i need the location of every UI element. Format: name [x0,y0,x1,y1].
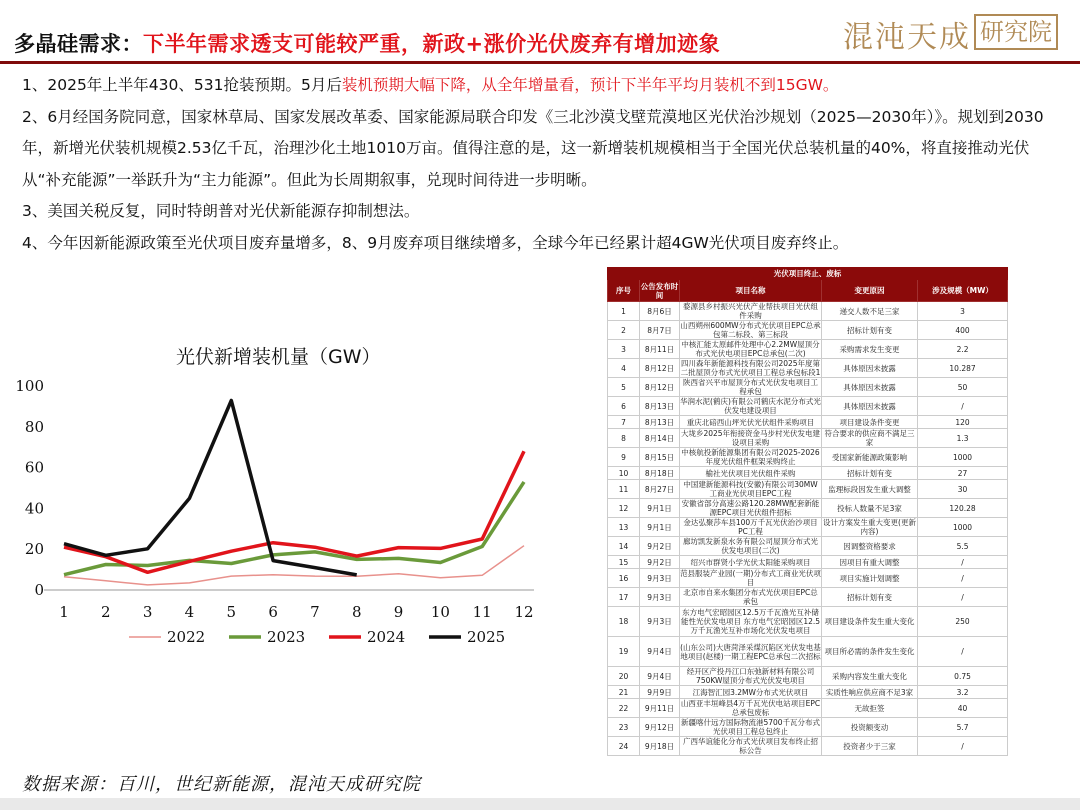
cell-no: 24 [608,737,640,756]
brand-box: 研究院 [974,14,1058,50]
cell-date: 8月12日 [640,378,680,397]
legend-label: 2025 [467,628,506,646]
table-row [608,302,1008,321]
cell-scale: 3 [918,302,1008,321]
cell-scale: 30 [918,480,1008,499]
cell-reason: 具体原因未披露 [822,378,918,397]
table-row [608,480,1008,499]
brand-logo [843,8,1058,54]
table-row [608,686,1008,699]
cell-reason: 因调整资格要求 [822,537,918,556]
cell-no: 15 [608,556,640,569]
cell-date: 8月12日 [640,359,680,378]
cell-project: 华润水泥(鹤庆)有限公司鹤庆水泥分布式光伏发电建设项目 [680,397,821,415]
bullet-3: 3、美国关税反复，同时特朗普对光伏新能源存抑制想法。 [22,202,420,220]
cell-date: 9月9日 [640,686,680,699]
x-tick-label: 4 [184,603,195,621]
cell-no: 8 [608,429,640,448]
table-row [608,518,1008,537]
cell-scale: 120 [918,416,1008,429]
y-tick-label: 80 [24,417,44,436]
cell-project: 重庆北碚西山坪光伏光伏组件采购项目 [680,416,822,429]
table-row [608,588,1008,607]
table-row [608,569,1008,588]
cell-date: 9月12日 [640,718,680,737]
cell-reason: 投标人数量不足3家 [822,499,918,518]
header-date: 公告发布时间 [640,281,679,300]
cell-no: 16 [608,569,640,588]
header-reason: 变更原因 [822,280,918,302]
table-row [608,499,1008,518]
cell-project: 中核航投新能源集团有限公司2025-2026年度光伏组件框架采购终止 [681,448,820,466]
x-tick-label: 3 [142,603,153,621]
header-project: 项目名称 [680,280,822,302]
cell-project: 山西朔州600MW分布式光伏项目EPC总承包第二标段、第三标段 [680,321,821,339]
cell-reason: 项目建设条件变更 [822,416,918,429]
cell-date: 8月14日 [640,429,680,448]
cell-scale: 5.7 [918,718,1008,737]
series-line-2025 [64,401,357,575]
cell-reason: 设计方案发生重大变更(更新内容) [823,518,916,536]
table-row [608,321,1008,340]
cell-scale: 1000 [918,448,1008,467]
footer-bar [0,798,1080,810]
cell-scale: / [918,397,1008,416]
cell-reason: 投资额变动 [822,718,918,737]
legend-label: 2022 [167,628,206,646]
bullet-list [22,70,1062,259]
table-row [608,416,1008,429]
table-row [608,340,1008,359]
x-tick-label: 12 [514,603,534,621]
cell-project: 绍兴市群贤小学光伏太阳能采购项目 [680,556,822,569]
cell-reason: 招标计划有变 [822,321,918,340]
header-no: 序号 [608,280,640,302]
table-row [608,429,1008,448]
y-tick-label: 40 [24,499,44,518]
cell-no: 1 [608,302,640,321]
cell-project: 范县服装产业园(一期)分布式工商业光伏项目 [680,569,821,587]
cell-project: 山西亚丰垣峰县4万千瓦光伏电站项目EPC总承包废标 [680,699,821,717]
cell-date: 8月15日 [640,448,680,467]
table-row [608,737,1008,756]
cell-reason: 采购需求发生变更 [822,340,918,359]
table-row [608,718,1008,737]
brand-text: 混沌天成 [843,20,971,55]
cell-reason: 因项目有重大调整 [822,556,918,569]
cell-date: 8月13日 [640,416,680,429]
cell-project: 四川森年新能源科技有限公司2025年度第二批屋顶分布式光伏项目工程总承包标段1 [680,359,821,377]
cell-scale: / [918,569,1008,588]
cell-date: 8月7日 [640,321,680,340]
x-tick-label: 1 [59,603,69,621]
cell-project: 中核汇能太原邮件处理中心2.2MW屋顶分布式光伏电项目EPC总承包(二次) [681,340,820,358]
cell-reason: 监理标段因发生重大调整 [822,480,918,499]
cell-reason: 无故拒签 [822,699,918,718]
cell-no: 14 [608,537,640,556]
cell-no: 21 [608,686,640,699]
x-tick-label: 10 [430,603,450,621]
cell-no: 11 [608,480,640,499]
table-row [608,537,1008,556]
cell-reason: 项目所必需的条件发生变化 [822,637,918,667]
cell-no: 19 [608,637,640,667]
cell-date: 8月11日 [640,340,680,359]
cell-date: 9月2日 [640,537,680,556]
cell-project: 江海智汇园3.2MW分布式光伏项目 [680,686,822,699]
title-highlight: 下半年需求透支可能较严重，新政+涨价光伏废弃有增加迹象 [143,32,721,56]
x-tick-label: 2 [101,603,111,621]
cell-project: 榆社光伏项目光伏组件采购 [680,467,822,480]
footer [0,758,1080,810]
termination-table [607,267,1007,756]
bullet-2: 2、6月经国务院同意，国家林草局、国家发展改革委、国家能源局联合印发《三北沙漠戈壁荒漠地区光伏治沙规划（2025—2030年）》。规划到2030年，新增光伏装机规模2.53亿千瓦，治理沙化土地1010万亩。值得注意的是，这一新增装机规模相当于全国光伏总装机量的40%，将直接推动光伏从“补充能源”一举跃升为“主力能源”。但此为长周期叙事，兑现时间待进一步明晰。 [22,107,1044,189]
cell-reason: 项目实施计划调整 [822,569,918,588]
cell-reason: 采购内容发生重大变化 [822,667,918,686]
cell-reason: 符合要求的供应商不满足三家 [822,429,918,448]
cell-date: 9月11日 [640,699,680,718]
cell-project: 婺源县乡村振兴光伏产业帮扶项目光伏组件采购 [680,302,822,321]
table-row [608,448,1008,467]
table-caption: 光伏项目终止、废标 [608,268,1008,280]
cell-date: 9月2日 [640,556,680,569]
cell-scale: 2.2 [918,340,1008,359]
legend-label: 2023 [267,628,306,646]
y-tick-label: 60 [24,458,44,477]
cell-scale: 1000 [918,518,1008,537]
x-tick-label: 11 [472,603,492,621]
cell-no: 18 [608,607,640,637]
cell-scale: 3.2 [918,686,1008,699]
cell-reason: 投资者少于三家 [822,737,918,756]
cell-no: 22 [608,699,640,718]
bullet-1-text: 1、2025年上半年430、531抢装预期。5月后 [22,76,342,94]
cell-project: 安徽省部分高速公路120.28MW配套新能源EPC项目光伏组件招标 [680,499,822,518]
cell-no: 23 [608,718,640,737]
cell-project: 新疆喀什远方国际物流港5700千瓦分布式光伏项目工程总包终止 [680,718,821,736]
cell-project: 中国建新能源科技(安徽)有限公司30MW工商业光伏项目EPC工程 [680,480,822,499]
bullet-1-highlight: 装机预期大幅下降，从全年增量看，预计下半年平均月装机不到15GW。 [341,76,839,94]
cell-reason: 具体原因未披露 [822,397,918,416]
cell-scale: 1.3 [918,429,1008,448]
y-tick-label: 20 [24,540,44,559]
table-row [608,378,1008,397]
cell-date: 9月4日 [640,667,680,686]
table-row [608,359,1008,378]
table-row [608,699,1008,718]
cell-scale: / [918,556,1008,569]
table-row [608,607,1008,637]
series-line-2023 [64,482,524,575]
cell-scale: 0.75 [918,667,1008,686]
cell-date: 9月4日 [640,637,680,667]
cell-scale: 120.28 [918,499,1008,518]
cell-date: 8月6日 [640,302,680,321]
y-tick-label: 0 [34,581,44,599]
cell-no: 7 [608,416,640,429]
line-chart [14,372,544,662]
cell-reason: 递交人数不足三家 [822,302,918,321]
cell-reason: 招标计划有变 [822,588,918,607]
cell-date: 9月1日 [640,518,680,537]
cell-project: 廊坊凯发新泉水务有限公司屋顶分布式光伏发电项目(二次) [680,537,822,556]
cell-scale: / [918,637,1008,667]
title-prefix: 多晶硅需求： [14,32,143,56]
x-tick-label: 6 [268,603,278,621]
cell-project: (山东公司)大唐菏泽采煤沉陷区光伏发电基地项目(赵楼)一期工程EPC总承包二次招标 [680,637,822,667]
cell-project: 陕西省兴平市屋顶分布式光伏发电项目工程承包 [680,378,822,397]
cell-scale: 27 [918,467,1008,480]
cell-project: 大垅乡2025年衔接资金马步村光伏发电建设项目采购 [680,429,821,447]
header-scale: 涉及规模（MW） [918,280,1008,302]
x-tick-label: 5 [226,603,237,621]
header-rule [0,61,1080,64]
cell-reason: 项目建设条件发生重大变化 [822,607,918,637]
bullet-1 [22,70,1062,102]
cell-scale: / [918,588,1008,607]
cell-reason: 招标计划有变 [822,467,918,480]
cell-date: 9月3日 [640,588,680,607]
cell-scale: 250 [918,607,1008,637]
cell-reason: 具体原因未披露 [822,359,918,378]
page-title [14,28,720,58]
table-row [608,637,1008,667]
cell-project: 东方电气宏昭园区12.5万千瓦渔光互补储能性光伏发电项目 东方电气宏昭园区12.5万千瓦渔光互补市场化光伏发电项目 [680,608,821,635]
cell-date: 9月1日 [640,499,680,518]
bullet-4: 4、今年因新能源政策至光伏项目废弃量增多，8、9月废弃项目继续增多，全球今年已经累计超4GW光伏项目废弃终止。 [22,233,849,252]
cell-scale: 400 [918,321,1008,340]
table-row [608,397,1008,416]
cell-scale: 5.5 [918,537,1008,556]
cell-project: 北京市自来水集团分布式光伏项目EPC总承包 [680,588,822,607]
cell-no: 2 [608,321,640,340]
legend-label: 2024 [367,628,406,646]
y-tick-label: 100 [15,377,44,395]
cell-reason: 实质性响应供应商不足3家 [822,686,918,699]
chart-title: 光伏新增装机量（GW） [176,346,381,368]
cell-project: 经开区产投丹江口东弛新材料有限公司750KW屋顶分布式光伏发电项目 [680,667,822,686]
cell-date: 9月18日 [640,737,680,756]
cell-no: 13 [608,518,640,537]
x-tick-label: 7 [310,603,320,621]
cell-scale: 50 [918,378,1008,397]
cell-date: 9月3日 [640,607,680,637]
cell-date: 8月18日 [640,467,680,480]
cell-no: 9 [608,448,640,467]
cell-no: 17 [608,588,640,607]
cell-no: 3 [608,340,640,359]
cell-no: 5 [608,378,640,397]
cell-scale: / [918,737,1008,756]
cell-project: 金达弘聚莎车县100万千瓦光伏治沙项目PC工程 [680,518,822,537]
cell-no: 20 [608,667,640,686]
x-tick-label: 8 [351,603,362,621]
cell-project: 广西华谊能化分布式光伏项目发布终止招标公告 [680,737,822,756]
header [0,0,1080,62]
cell-no: 6 [608,397,640,416]
cell-date: 8月27日 [640,480,680,499]
cell-reason: 受国家新能源政策影响 [822,448,918,467]
table-row [608,667,1008,686]
x-tick-label: 9 [393,603,404,621]
cell-date: 8月13日 [640,397,680,416]
cell-scale: 10.287 [918,359,1008,378]
cell-no: 10 [608,467,640,480]
table-row [608,556,1008,569]
cell-date: 9月3日 [640,569,680,588]
cell-scale: 40 [918,699,1008,718]
cell-no: 12 [608,499,640,518]
table-row [608,467,1008,480]
cell-no: 4 [608,359,640,378]
data-source: 数据来源：百川，世纪新能源，混沌天成研究院 [22,774,421,795]
